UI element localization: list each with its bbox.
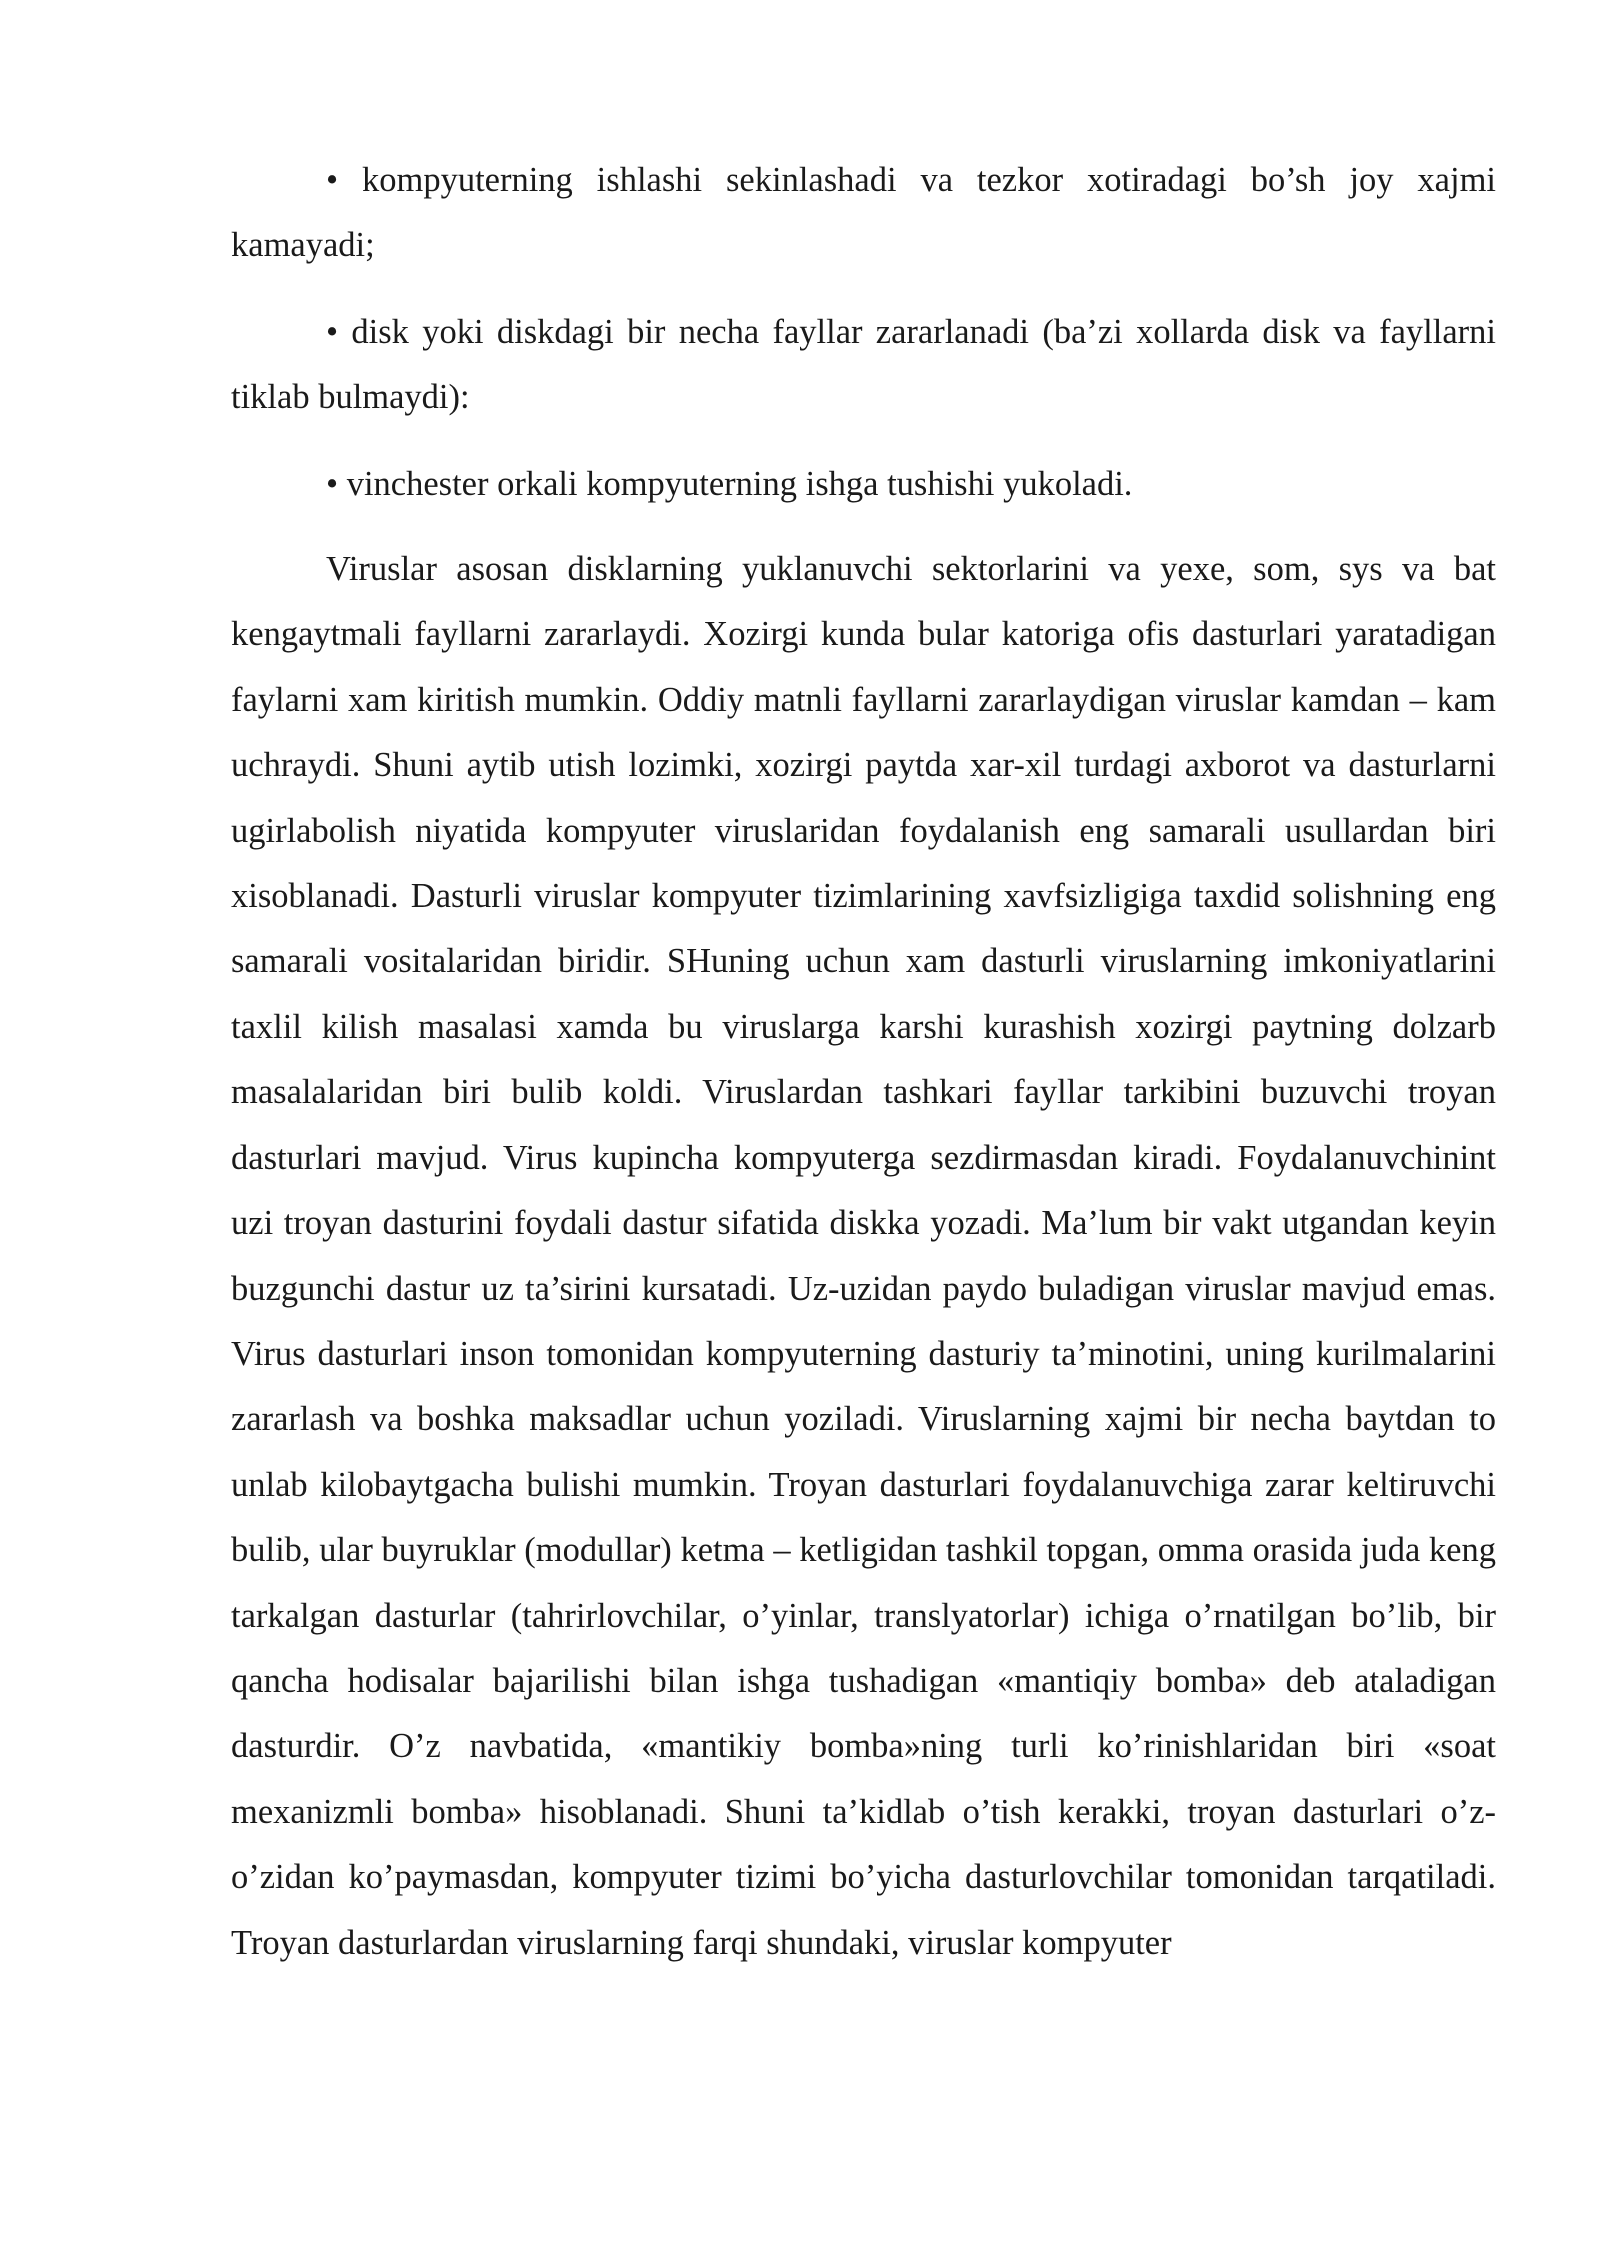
bullet-item: • disk yoki diskdagi bir necha fayllar zararlanadi (ba’zi xollarda disk va fayllarni tiklab bulmaydi): bbox=[231, 312, 1496, 417]
bullet-item: • kompyuterning ishlashi sekinlashadi va tezkor xotiradagi bo’sh joy xajmi kamayadi; bbox=[231, 161, 1496, 265]
main-paragraph: Viruslar asosan disklarning yuklanuvchi sektorlarini va yexe, som, sys va bat kengaytmali fayllarni zararlaydi. Xozirgi kunda bular katoriga ofis dasturlari yaratadigan faylarni xam kiritish mumkin. Oddiy matnli fayllarni zararlaydigan viruslar kamdan – kam uchraydi. Shuni aytib utish lozimki, xozirgi paytda xar-xil turdagi axborot va dasturlarni ugirlabolish niyatida kompyuter viruslaridan foydalanish eng samarali usullardan biri xisoblanadi. Dasturli viruslar kompyuter tizimlarining xavfsizligiga taxdid solishning eng samarali vositalaridan biridir. SHuning uchun xam dasturli viruslarning imkoniyatlarini taxlil kilish masalasi xamda bu viruslarga karshi kurashish xozirgi paytning dolzarb masalalaridan biri bulib koldi. Viruslardan tashkari fayllar tarkibini buzuvchi troyan dasturlari mavjud. Virus kupincha kompyuterga sezdirmasdan kiradi. Foydalanuvchinint uzi troyan dasturini foydali dastur sifatida diskka yozadi. Ma’lum bir vakt utgandan keyin buzgunchi dastur uz ta’sirini kursatadi. Uz-uzidan paydo buladigan viruslar mavjud emas. Virus dasturlari inson tomonidan kompyuterning dasturiy ta’minotini, uning kurilmalarini zararlash va boshka maksadlar uchun yoziladi. Viruslarning xajmi bir necha baytdan to unlab kilobaytgacha bulishi mumkin. Troyan dasturlari foydalanuvchiga zarar keltiruvchi bulib, ular buyruklar (modullar) ketma – ketligidan tashkil topgan, omma orasida juda keng tarkalgan dasturlar (tahrirlovchilar, o’yinlar, translyatorlar) ichiga o’rnatilgan bo’lib, bir qancha hodisalar bajarilishi bilan ishga tushadigan «mantiqiy bomba» deb ataladigan dasturdir. O’z navbatida, «mantikiy bomba»ning turli ko’rinishlaridan biri «soat mexanizmli bomba» hisoblanadi. Shuni ta’kidlab o’tish kerakki, troyan dasturlari o’z-o’zidan ko’paymasdan, kompyuter tizimi bo’yicha dasturlovchilar tomonidan tarqatiladi. Troyan dasturlardan viruslarning farqi shundaki, viruslar kompyuter bbox=[231, 550, 1496, 1962]
document-body bbox=[231, 148, 1496, 1976]
bullet-item: • vinchester orkali kompyuterning ishga tushishi yukoladi. bbox=[326, 464, 1133, 503]
